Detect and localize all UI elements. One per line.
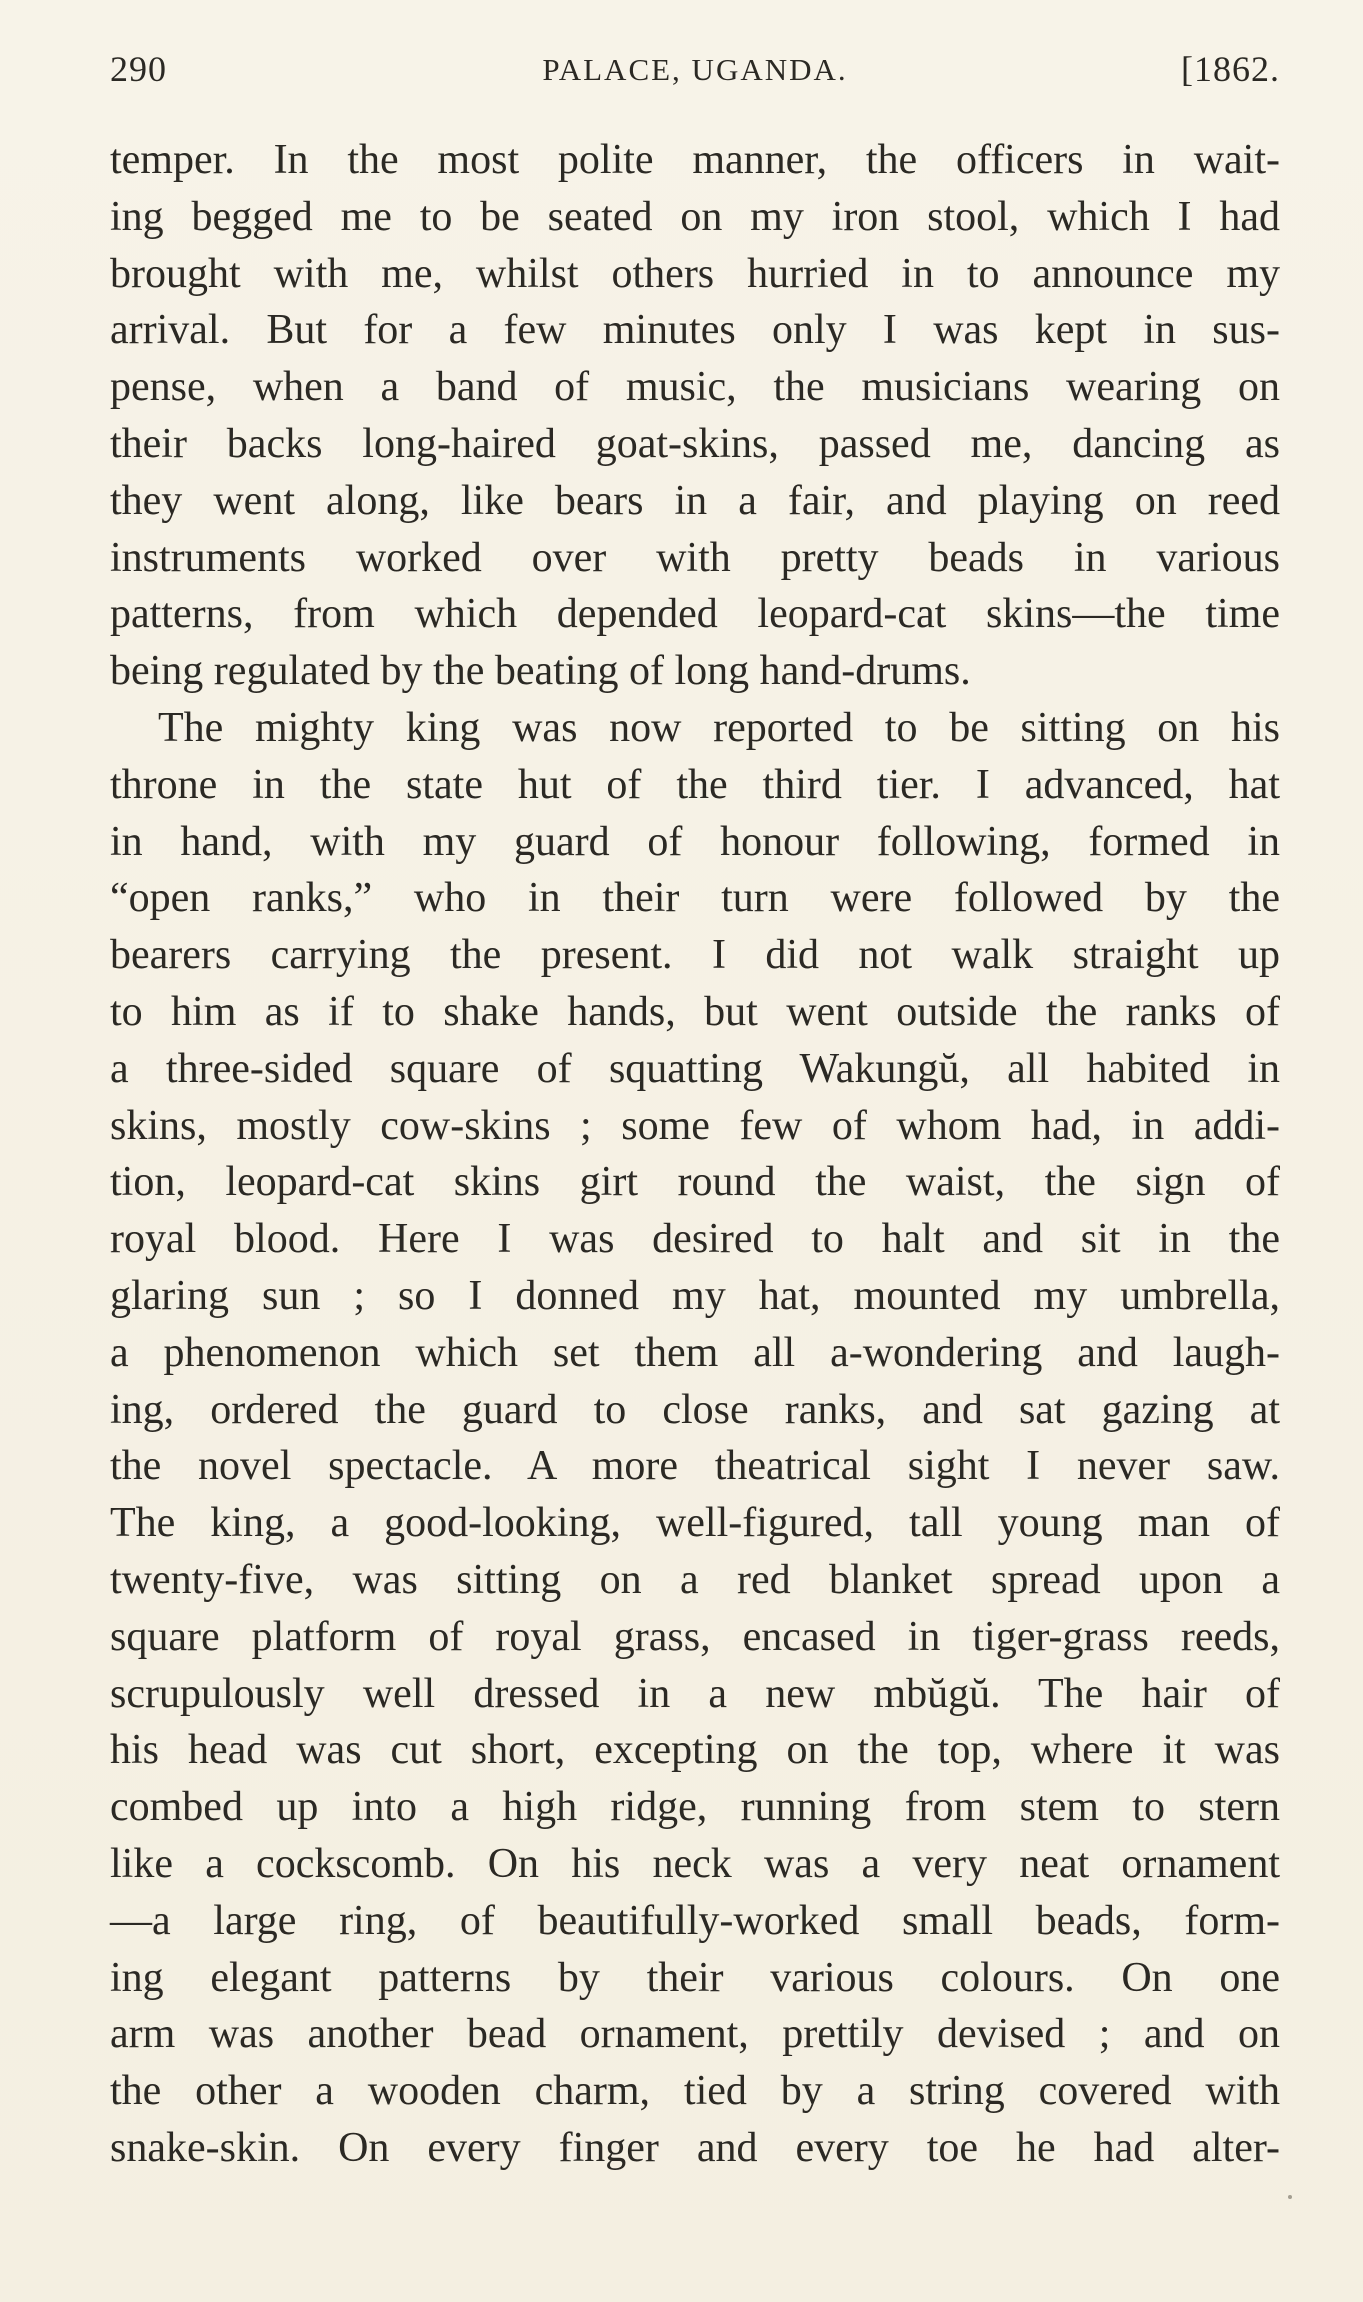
text-line: —a large ring, of beautifully-worked small beads, form-	[110, 1897, 1280, 1944]
text-line: ing, ordered the guard to close ranks, and sat gazing at	[110, 1386, 1280, 1433]
text-line: instruments worked over with pretty beads in various	[110, 534, 1280, 581]
text-line: temper. In the most polite manner, the officers in wait-	[110, 137, 1280, 183]
text-line: a three-sided square of squatting Wakungŭ, all habited in	[110, 1045, 1280, 1092]
running-head	[110, 48, 1280, 108]
text-line: arm was another bead ornament, prettily devised ; and on	[110, 2011, 1280, 2058]
text-line: royal blood. Here I was desired to halt and sit in the	[110, 1216, 1280, 1263]
body-text	[110, 132, 1280, 2177]
paper-speck	[1288, 2195, 1292, 2199]
text-line: in hand, with my guard of honour following, formed in	[110, 818, 1280, 865]
running-title: PALACE, UGANDA.	[542, 52, 848, 87]
text-line: throne in the state hut of the third tier. I advanced, hat	[110, 761, 1280, 808]
text-line: the other a wooden charm, tied by a string covered with	[110, 2068, 1280, 2115]
text-line: being regulated by the beating of long hand-drums.	[110, 648, 971, 695]
running-year: [1862.	[1181, 49, 1280, 89]
text-line: “open ranks,” who in their turn were followed by the	[110, 875, 1280, 922]
text-line: arrival. But for a few minutes only I was kept in sus-	[110, 307, 1280, 354]
text-line: snake-skin. On every finger and every toe he had alter-	[110, 2124, 1280, 2171]
text-line: combed up into a high ridge, running from stem to stern	[110, 1784, 1280, 1831]
text-line: ing begged me to be seated on my iron stool, which I had	[110, 193, 1280, 240]
text-line: pense, when a band of music, the musicians wearing on	[110, 364, 1280, 411]
text-line: ing elegant patterns by their various colours. On one	[110, 1954, 1280, 2001]
text-line: The king, a good-looking, well-figured, tall young man of	[110, 1500, 1280, 1547]
text-line: they went along, like bears in a fair, and playing on reed	[110, 477, 1280, 524]
text-line: to him as if to shake hands, but went outside the ranks of	[110, 988, 1280, 1035]
paragraph-start-line: The mighty king was now reported to be sitting on his	[158, 704, 1280, 751]
text-line: the novel spectacle. A more theatrical sight I never saw.	[110, 1443, 1280, 1490]
text-line: scrupulously well dressed in a new mbŭgŭ. The hair of	[110, 1670, 1280, 1717]
text-line: skins, mostly cow-skins ; some few of whom had, in addi-	[110, 1102, 1280, 1149]
text-line: his head was cut short, excepting on the top, where it was	[110, 1727, 1280, 1774]
text-line: their backs long-haired goat-skins, passed me, dancing as	[110, 420, 1280, 467]
text-line: like a cockscomb. On his neck was a very neat ornament	[110, 1840, 1280, 1887]
text-line: square platform of royal grass, encased in tiger-grass reeds,	[110, 1613, 1280, 1660]
text-line: glaring sun ; so I donned my hat, mounted my umbrella,	[110, 1272, 1280, 1319]
text-line: tion, leopard-cat skins girt round the waist, the sign of	[110, 1159, 1280, 1206]
text-line: twenty-five, was sitting on a red blanket spread upon a	[110, 1556, 1280, 1603]
text-line: bearers carrying the present. I did not walk straight up	[110, 932, 1280, 979]
text-line: a phenomenon which set them all a-wondering and laugh-	[110, 1329, 1280, 1376]
page-number: 290	[110, 49, 167, 89]
text-line: brought with me, whilst others hurried in to announce my	[110, 250, 1280, 297]
text-line: patterns, from which depended leopard-cat skins—the time	[110, 591, 1280, 638]
